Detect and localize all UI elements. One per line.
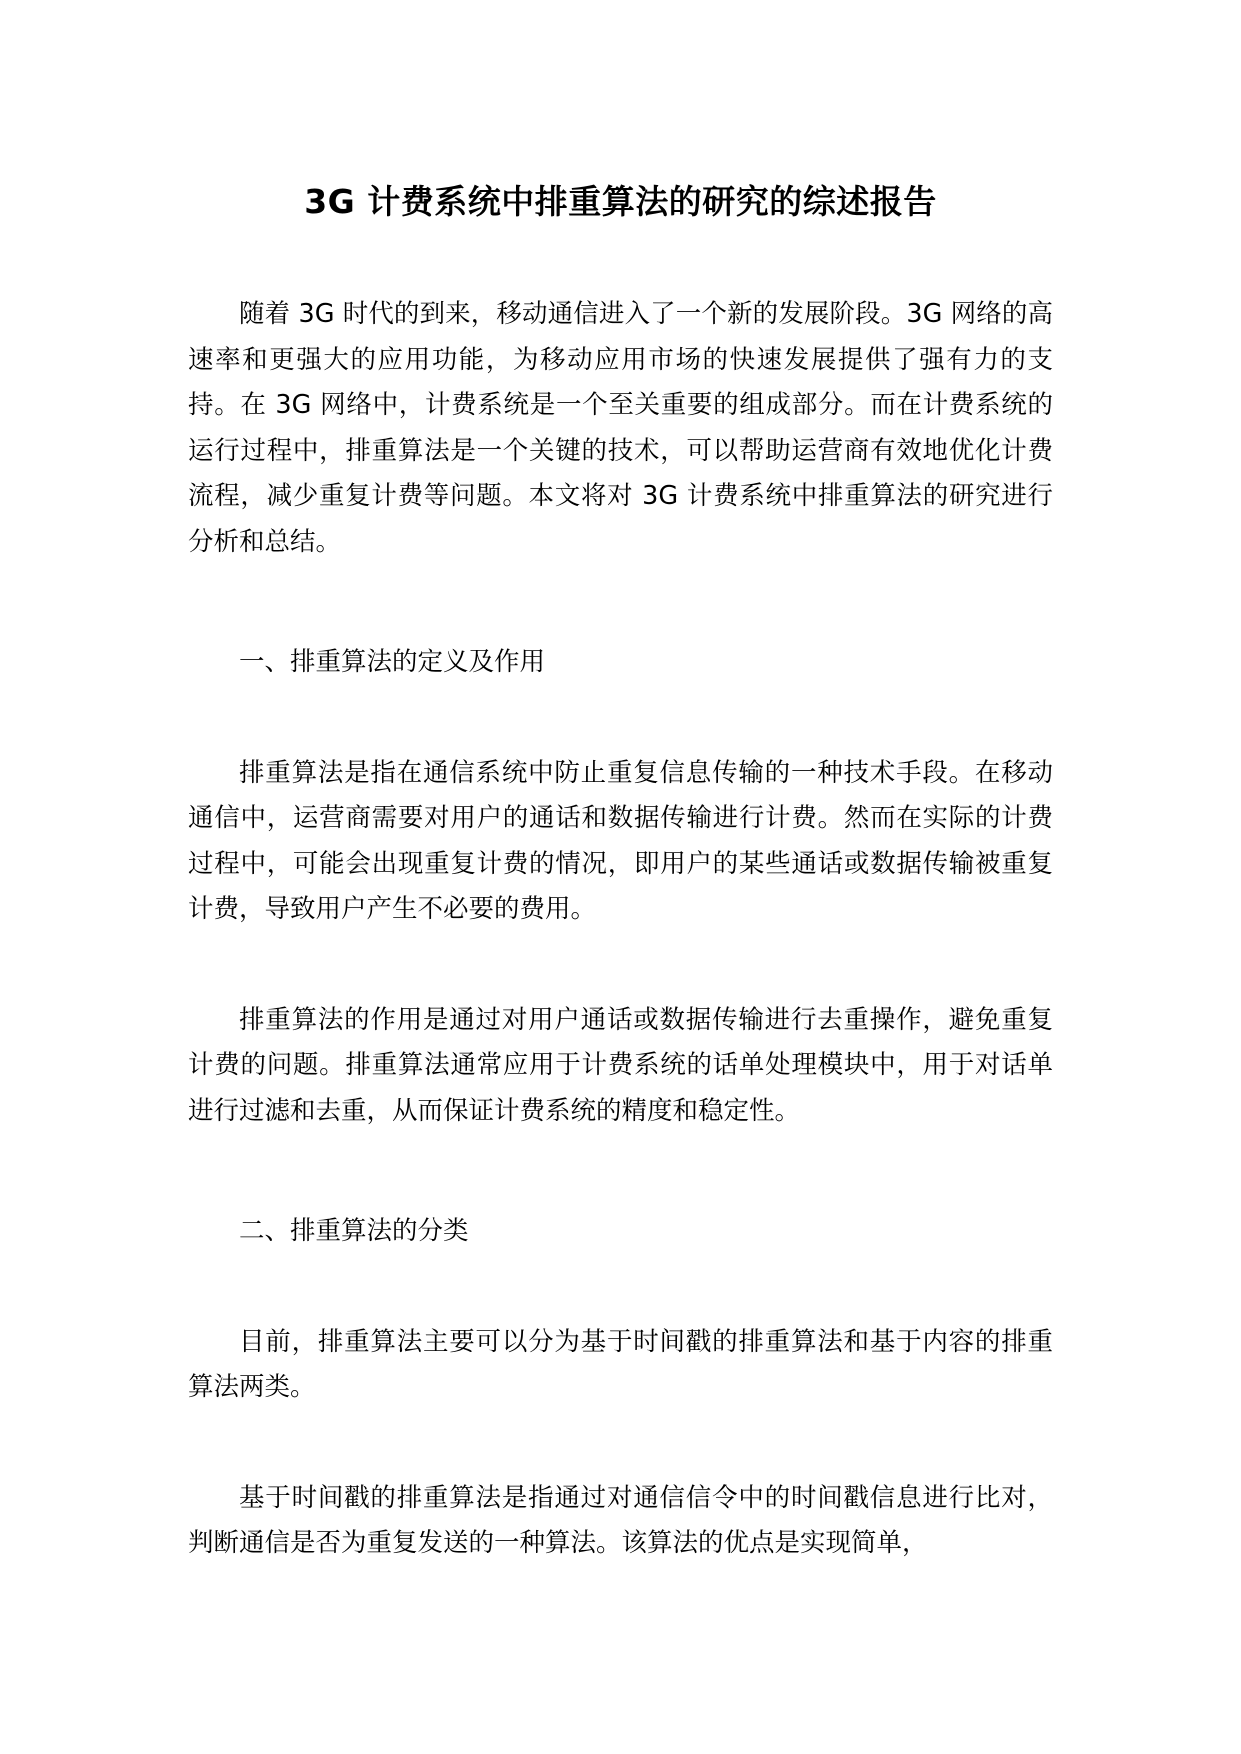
document-body xyxy=(188,292,1053,1567)
document-title: 3G 计费系统中排重算法的研究的综述报告 xyxy=(304,182,937,221)
definition-paragraph: 排重算法是指在通信系统中防止重复信息传输的一种技术手段。在移动通信中，运营商需要对用户的通话和数据传输进行计费。然而在实际的计费过程中，可能会出现重复计费的情况，即用户的某些通话或数据传输被重复计费，导致用户产生不必要的费用。 xyxy=(188,757,1053,924)
intro-paragraph: 随着 3G 时代的到来，移动通信进入了一个新的发展阶段。3G 网络的高速率和更强大的应用功能，为移动应用市场的快速发展提供了强有力的支持。在 3G 网络中，计费系统是一个至关重要的组成部分。而在计费系统的运行过程中，排重算法是一个关键的技术，可以帮助运营商有效地优化计费流程，减少重复计费等问题。本文将对 3G 计费系统中排重算法的研究进行分析和总结。 xyxy=(188,299,1053,557)
section-heading-classification: 二、排重算法的分类 xyxy=(239,1216,469,1246)
classification-paragraph: 目前，排重算法主要可以分为基于时间戳的排重算法和基于内容的排重算法两类。 xyxy=(188,1326,1053,1402)
timestamp-algorithm-paragraph: 基于时间戳的排重算法是指通过对通信信令中的时间戳信息进行比对，判断通信是否为重复发送的一种算法。该算法的优点是实现简单， xyxy=(188,1482,1053,1558)
section-heading-definition: 一、排重算法的定义及作用 xyxy=(239,647,546,677)
purpose-paragraph: 排重算法的作用是通过对用户通话或数据传输进行去重操作，避免重复计费的问题。排重算法通常应用于计费系统的话单处理模块中，用于对话单进行过滤和去重，从而保证计费系统的精度和稳定性。 xyxy=(188,1004,1053,1126)
